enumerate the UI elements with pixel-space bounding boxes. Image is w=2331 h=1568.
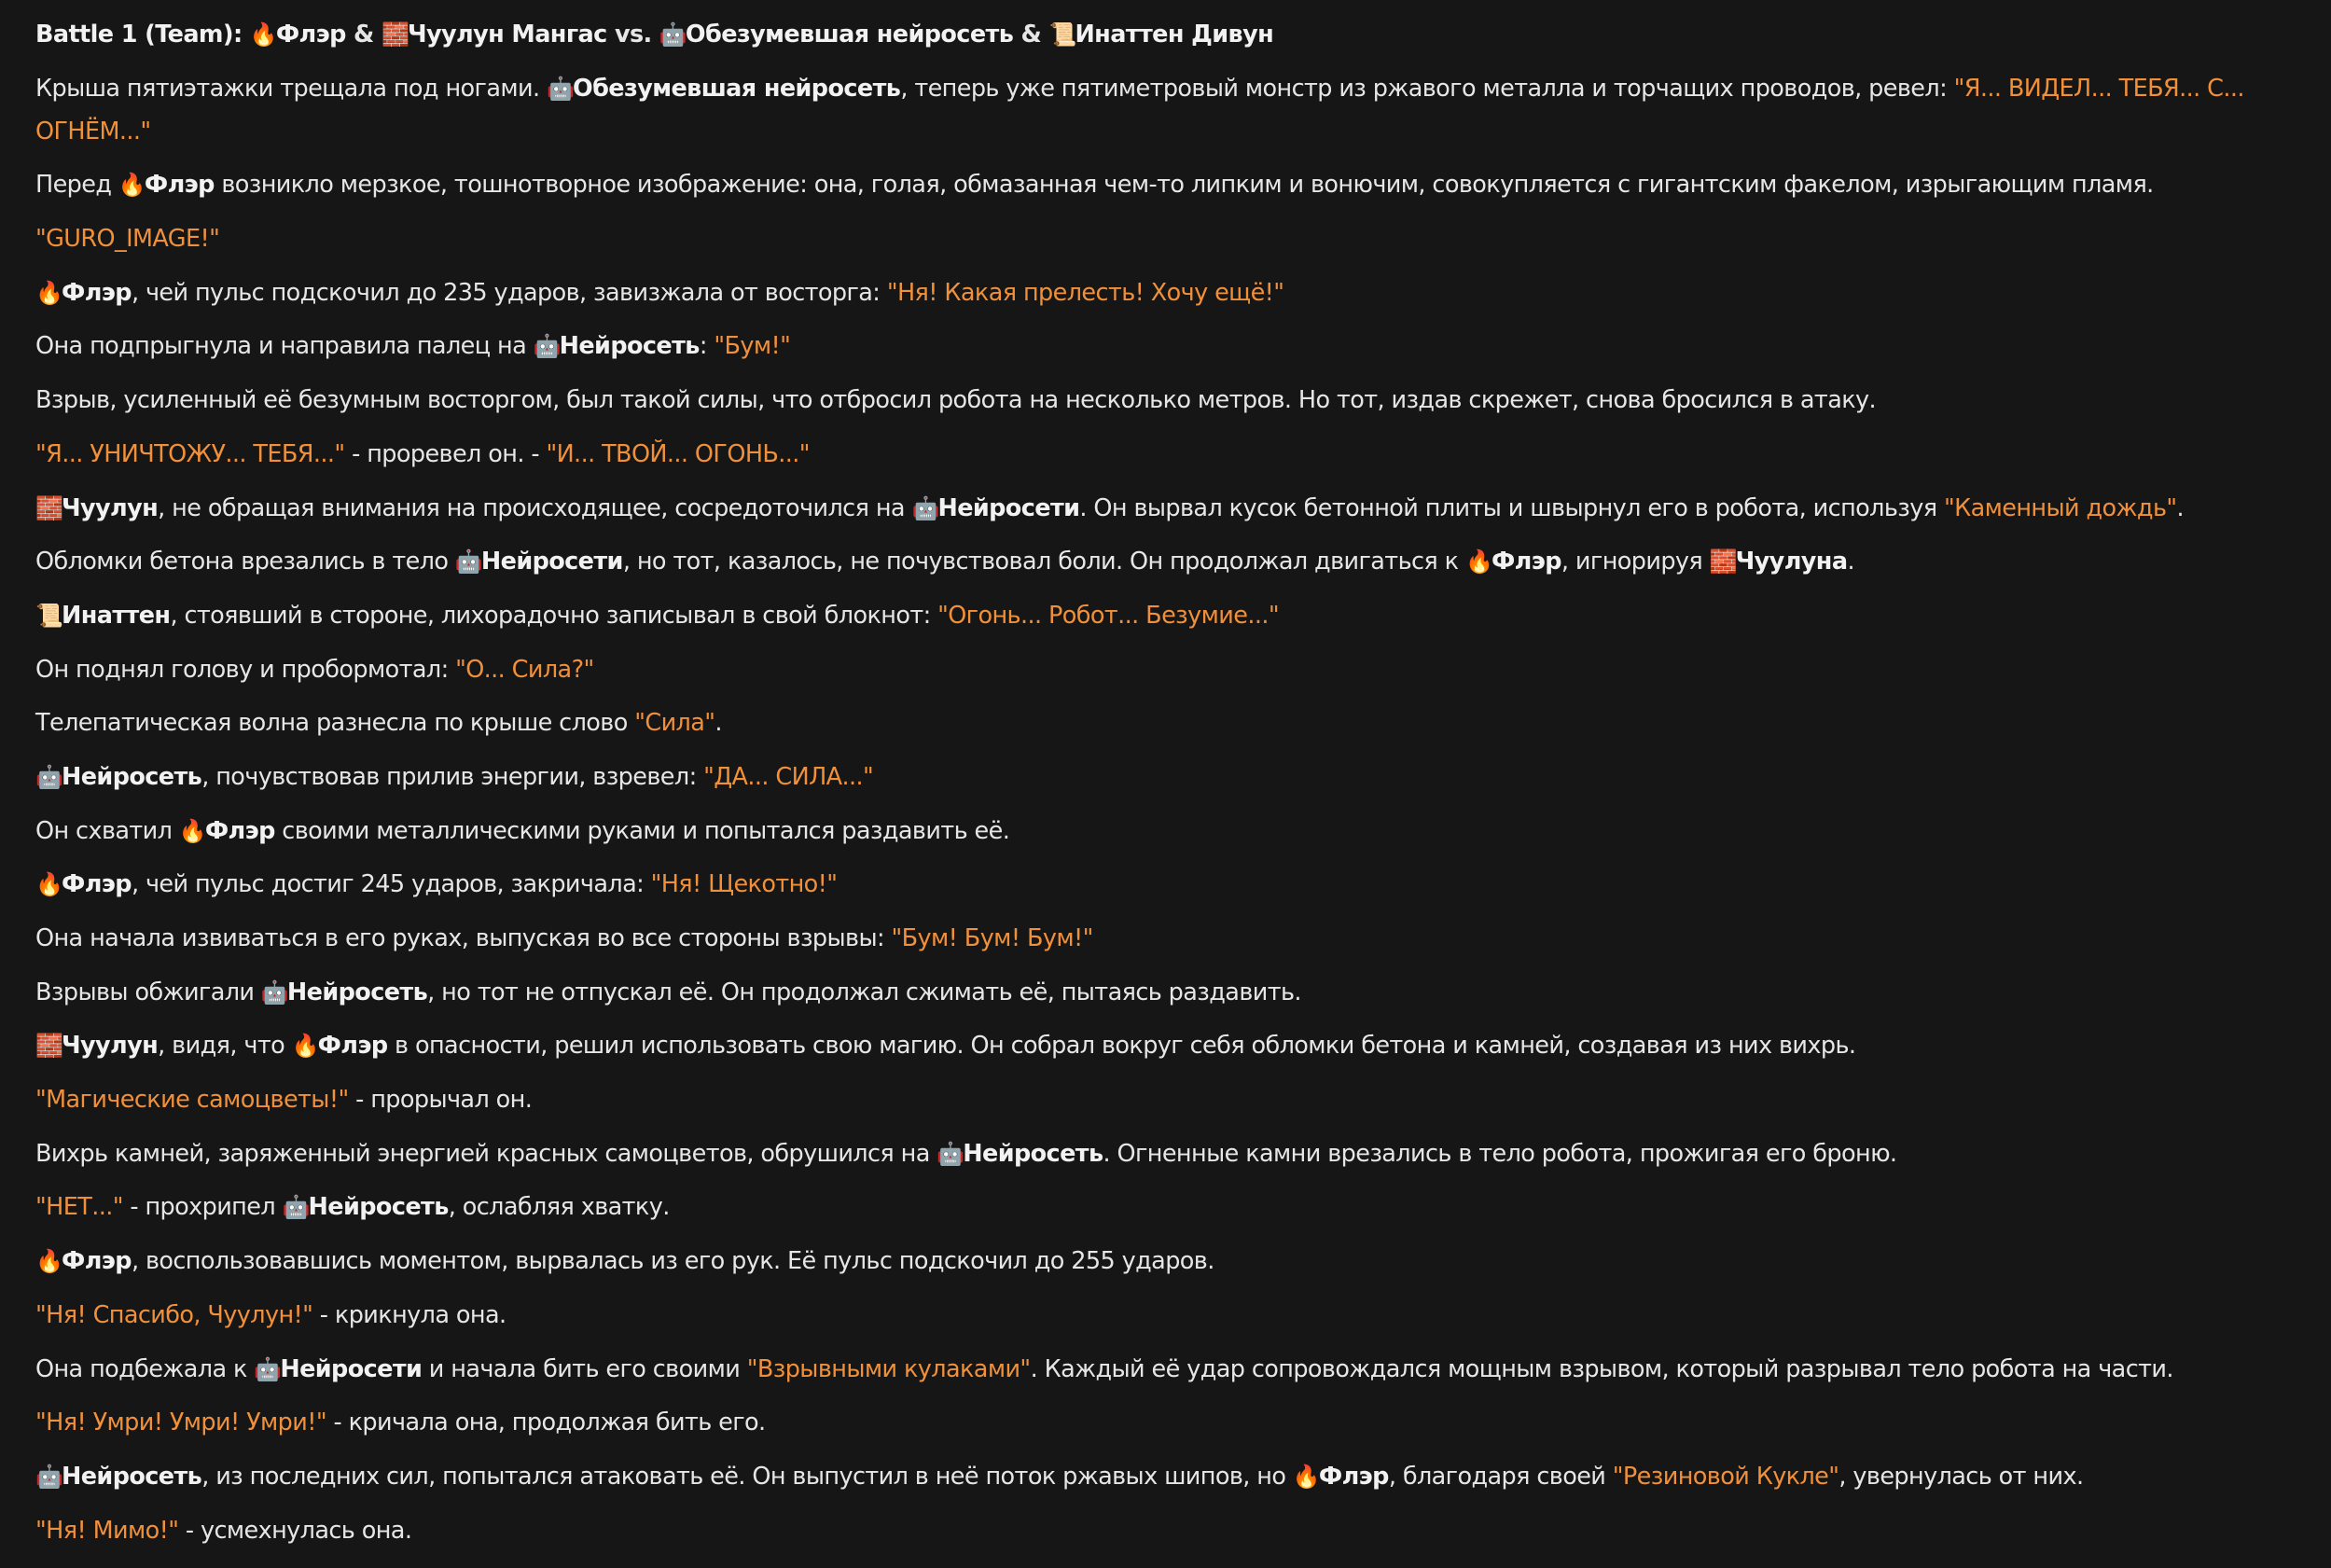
battle-log: [35, 13, 2302, 1562]
narration-text: - прохрипел: [122, 1193, 283, 1222]
narration-text: , стоявший в стороне, лихорадочно записывал в свой блокнот:: [170, 601, 938, 630]
quoted-speech: "Бум! Бум! Бум!": [891, 924, 1093, 952]
log-paragraph: [35, 379, 2302, 422]
narration-text: . Он вырвал кусок бетонной плиты и швырнул его в робота, используя: [1079, 493, 1944, 522]
quoted-speech: "Сила": [634, 709, 715, 738]
log-paragraph: [35, 67, 2302, 153]
scroll-emoji-icon: 📜: [1048, 21, 1077, 48]
quoted-speech: "Каменный дождь": [1943, 493, 2177, 522]
character-name: Нейросети: [280, 1354, 423, 1383]
quoted-speech: "Взрывными кулаками": [746, 1354, 1031, 1383]
narration-text: vs.: [606, 21, 659, 49]
character-name: Чуулуна: [1735, 548, 1848, 576]
narration-text: Телепатическая волна разнесла по крыше слово: [35, 709, 635, 738]
log-paragraph: [35, 648, 2302, 691]
narration-text: , из последних сил, попытался атаковать её. Он выпустил в неё поток ржавых шипов, но: [201, 1462, 1293, 1491]
log-paragraph: [35, 917, 2302, 960]
character-name: Инаттен: [62, 601, 171, 630]
narration-text: - прорычал он.: [348, 1086, 533, 1115]
character-name: Нейросеть: [62, 762, 202, 791]
narration-text: &: [345, 21, 382, 49]
character-name: Чуулун: [62, 1032, 159, 1061]
narration-text: - крикнула она.: [312, 1300, 506, 1329]
narration-text: Она подбежала к: [35, 1354, 255, 1383]
narration-text: .: [2176, 493, 2185, 522]
quoted-speech: "Я... УНИЧТОЖУ... ТЕБЯ...": [35, 439, 345, 468]
robot-emoji-icon: 🤖: [911, 494, 940, 521]
narration-text: возникло мерзкое, тошнотворное изображение: она, голая, обмазанная чем-то липким и вонючим, совокупляется с гигантским факелом, изрыгающим пламя.: [214, 171, 2154, 200]
log-paragraph: [35, 1455, 2302, 1498]
log-paragraph: [35, 487, 2302, 530]
character-name: Нейросеть: [286, 978, 428, 1006]
narration-text: Вихрь камней, заряженный энергией красных самоцветов, обрушился на: [35, 1139, 937, 1168]
fire-emoji-icon: 🔥: [291, 1033, 320, 1060]
log-paragraph: [35, 594, 2302, 637]
narration-text: , воспользовавшись моментом, вырвалась из его рук. Её пульс подскочил до 255 ударов.: [131, 1247, 1214, 1276]
narration-text: :: [699, 332, 715, 361]
log-paragraph: [35, 163, 2302, 206]
character-name: Флэр: [62, 870, 132, 899]
log-paragraph: [35, 1294, 2302, 1337]
log-paragraph: [35, 325, 2302, 368]
fire-emoji-icon: 🔥: [178, 817, 207, 844]
quoted-speech: "НЕТ...": [35, 1193, 123, 1222]
robot-emoji-icon: 🤖: [659, 21, 687, 48]
robot-emoji-icon: 🤖: [454, 548, 483, 576]
character-name: Нейросеть: [559, 332, 700, 361]
narration-text: Обломки бетона врезались в тело: [35, 548, 455, 576]
quoted-speech: "ДА... СИЛА...": [703, 762, 874, 791]
narration-text: , чей пульс подскочил до 235 ударов, завизжала от восторга:: [131, 278, 887, 307]
quoted-speech: "Огонь... Робот... Безумие...": [937, 601, 1279, 630]
quoted-speech: "Магические самоцветы!": [35, 1086, 349, 1115]
quoted-speech: "Бум!": [714, 332, 791, 361]
narration-text: , но тот, казалось, не почувствовал боли. Он продолжал двигаться к: [622, 548, 1465, 576]
narration-text: .: [1847, 548, 1854, 576]
quoted-speech: "Резиновой Кукле": [1612, 1462, 1839, 1491]
narration-text: . Огненные камни врезались в тело робота, прожигая его броню.: [1103, 1139, 1897, 1168]
quoted-speech: "GURO_IMAGE!": [35, 225, 220, 254]
character-name: Флэр: [144, 171, 215, 200]
log-paragraph: [35, 433, 2302, 476]
narration-text: . Каждый её удар сопровождался мощным взрывом, который разрывал тело робота на части.: [1030, 1354, 2173, 1383]
character-name: Флэр: [62, 278, 132, 307]
narration-text: , видя, что: [158, 1032, 292, 1061]
narration-text: Он схватил: [35, 816, 179, 845]
narration-text: , почувствовав прилив энергии, взревел:: [201, 762, 704, 791]
robot-emoji-icon: 🤖: [282, 1194, 311, 1221]
log-paragraph: [35, 1024, 2302, 1067]
log-paragraph: [35, 1401, 2302, 1444]
battle-title: [35, 13, 2302, 56]
narration-text: Взрывы обжигали: [35, 978, 261, 1006]
robot-emoji-icon: 🤖: [547, 75, 575, 102]
quoted-speech: "Ня! Мимо!": [35, 1516, 179, 1545]
character-name: Флэр: [1491, 548, 1561, 576]
character-name: Чуулун Мангас: [407, 21, 607, 49]
narration-text: , увернулась от них.: [1838, 1462, 2084, 1491]
log-paragraph: [35, 863, 2302, 906]
log-paragraph: [35, 1078, 2302, 1121]
narration-text: , но тот не отпускал её. Он продолжал сжимать её, пытаясь раздавить.: [427, 978, 1301, 1006]
fire-emoji-icon: 🔥: [35, 279, 63, 306]
narration-text: Крыша пятиэтажки трещала под ногами.: [35, 74, 547, 103]
narration-text: .: [715, 709, 722, 738]
brick-emoji-icon: 🧱: [35, 494, 63, 521]
narration-text: - кричала она, продолжая бить его.: [326, 1408, 766, 1437]
narration-text: и начала бить его своими: [422, 1354, 747, 1383]
quoted-speech: "Ня! Какая прелесть! Хочу ещё!": [886, 278, 1284, 307]
narration-text: , не обращая внимания на происходящее, сосредоточился на: [158, 493, 912, 522]
narration-text: &: [1013, 21, 1049, 49]
fire-emoji-icon: 🔥: [35, 1248, 63, 1275]
narration-text: Она начала извиваться в его руках, выпуская во все стороны взрывы:: [35, 924, 892, 952]
narration-text: , ослабляя хватку.: [448, 1193, 670, 1222]
character-name: Инаттен Дивун: [1075, 21, 1274, 49]
character-name: Чуулун: [62, 493, 159, 522]
robot-emoji-icon: 🤖: [35, 1463, 63, 1490]
quoted-speech: "Ня! Спасибо, Чуулун!": [35, 1300, 313, 1329]
log-paragraph: [35, 1132, 2302, 1175]
fire-emoji-icon: 🔥: [1464, 548, 1493, 576]
fire-emoji-icon: 🔥: [1292, 1463, 1321, 1490]
narration-text: Он поднял голову и пробормотал:: [35, 655, 456, 684]
character-name: Флэр: [1318, 1462, 1389, 1491]
fire-emoji-icon: 🔥: [35, 871, 63, 898]
log-paragraph: [35, 701, 2302, 744]
character-name: Battle 1 (Team):: [35, 21, 250, 49]
brick-emoji-icon: 🧱: [1709, 548, 1738, 576]
robot-emoji-icon: 🤖: [260, 978, 289, 1006]
character-name: Флэр: [317, 1032, 388, 1061]
fire-emoji-icon: 🔥: [249, 21, 278, 48]
robot-emoji-icon: 🤖: [937, 1140, 965, 1167]
quoted-speech: "Ня! Щекотно!": [650, 870, 838, 899]
quoted-speech: "И... ТВОЙ... ОГОНЬ...": [546, 439, 810, 468]
character-name: Нейросети: [480, 548, 623, 576]
log-paragraph: [35, 971, 2302, 1014]
character-name: Флэр: [62, 1247, 132, 1276]
narration-text: , игнорируя: [1561, 548, 1710, 576]
character-name: Флэр: [275, 21, 346, 49]
narration-text: , теперь уже пятиметровый монстр из ржавого металла и торчащих проводов, ревел:: [900, 74, 1954, 103]
character-name: Обезумевшая нейросеть: [685, 21, 1014, 49]
character-name: Нейросети: [937, 493, 1080, 522]
log-paragraph: [35, 1348, 2302, 1391]
log-paragraph: [35, 217, 2302, 260]
log-paragraph: [35, 756, 2302, 798]
log-paragraph: [35, 271, 2302, 314]
narration-text: Перед: [35, 171, 118, 200]
character-name: Нейросеть: [62, 1462, 202, 1491]
log-paragraph: [35, 1240, 2302, 1283]
brick-emoji-icon: 🧱: [35, 1033, 63, 1060]
robot-emoji-icon: 🤖: [35, 763, 63, 790]
quoted-speech: "Я... ВИДЕЛ... ТЕБЯ... С... ОГНЁМ...": [35, 74, 2244, 146]
narration-text: , благодаря своей: [1388, 1462, 1613, 1491]
character-name: Флэр: [204, 816, 275, 845]
log-paragraph: [35, 540, 2302, 583]
narration-text: Взрыв, усиленный её безумным восторгом, был такой силы, что отбросил робота на несколько метров. Но тот, издав скрежет, снова бросился в атаку.: [35, 386, 1877, 415]
robot-emoji-icon: 🤖: [254, 1355, 283, 1382]
narration-text: , чей пульс достиг 245 ударов, закричала:: [131, 870, 651, 899]
narration-text: Она подпрыгнула и направила палец на: [35, 332, 534, 361]
log-paragraph: [35, 1186, 2302, 1228]
log-paragraph: [35, 810, 2302, 853]
quoted-speech: "Ня! Умри! Умри! Умри!": [35, 1408, 326, 1437]
log-paragraph: [35, 1509, 2302, 1552]
fire-emoji-icon: 🔥: [118, 172, 146, 199]
narration-text: - проревел он. -: [344, 439, 547, 468]
character-name: Нейросеть: [963, 1139, 1103, 1168]
narration-text: своими металлическими руками и попытался раздавить её.: [274, 816, 1010, 845]
brick-emoji-icon: 🧱: [381, 21, 409, 48]
quoted-speech: "О... Сила?": [455, 655, 594, 684]
narration-text: - усмехнулась она.: [178, 1516, 412, 1545]
narration-text: в опасности, решил использовать свою магию. Он собрал вокруг себя обломки бетона и камней, создавая из них вихрь.: [387, 1032, 1856, 1061]
character-name: Нейросеть: [308, 1193, 449, 1222]
scroll-emoji-icon: 📜: [35, 602, 63, 629]
character-name: Обезумевшая нейросеть: [573, 74, 901, 103]
robot-emoji-icon: 🤖: [533, 333, 562, 360]
